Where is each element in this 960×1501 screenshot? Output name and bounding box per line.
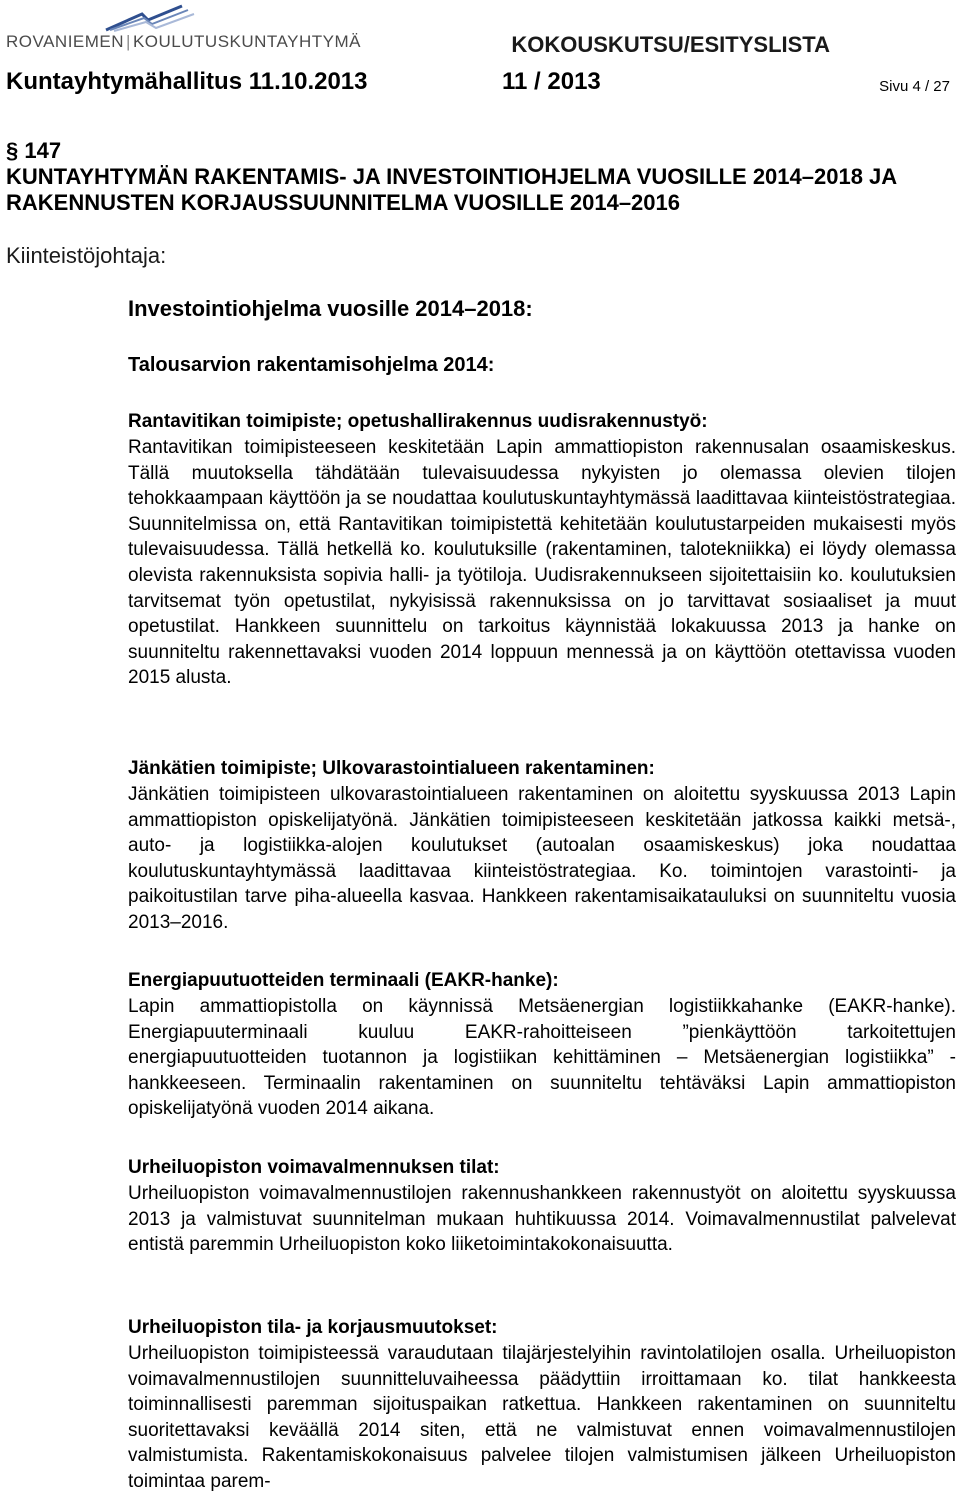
- block-sports-institute-repairs: [128, 1315, 956, 1495]
- block-title: Energiapuutuotteiden terminaali (EAKR-hanke):: [128, 970, 559, 991]
- block-rantavitikka: [128, 409, 956, 691]
- block-text: Urheiluopiston voimavalmennustilojen rakennushankkeen rakennustyöt on aloitettu syyskuussa 2013 ja valmistuvat suunnitelman mukaan huhtikuussa 2014. Voimavalmennustilat palvelevat entistä paremmin Urheiluopiston koko liiketoimintakokonaisuutta.: [128, 1183, 956, 1256]
- page-number: Sivu 4 / 27: [879, 78, 950, 95]
- block-jankatie: [128, 756, 956, 936]
- section-title-line2: RAKENNUSTEN KORJAUSSUUNNITELMA VUOSILLE 2014–2016: [6, 190, 680, 215]
- block-title: Urheiluopiston tila- ja korjausmuutokset:: [128, 1317, 498, 1338]
- logo-divider: |: [126, 32, 131, 51]
- block-title: Urheiluopiston voimavalmennuksen tilat:: [128, 1157, 500, 1178]
- section-title-line1: KUNTAYHTYMÄN RAKENTAMIS- JA INVESTOINTIOHJELMA VUOSILLE 2014–2018 JA: [6, 164, 898, 189]
- block-text: Jänkätien toimipisteen ulkovarastointialueen rakentaminen on aloitettu syyskuussa 2013 Lapin ammattiopiston opiskelijatyönä. Jänkätien toimipisteeseen keskitetään jatkossa kaikki metsä-, auto- ja logistiikka-alojen koulutukset (autoalan osaamiskeskus) joka noudattaa koulutuskuntayhtymässä laadittavaa kiinteistöstrategiaa. Ko. toimintojen varastointi- ja paikoitustilan tarve piha-alueella kasvaa. Hankkeen rakentamisaikatauluksi on suunniteltu vuosia 2013–2016.: [128, 784, 956, 933]
- section-header: [6, 138, 956, 216]
- block-text: Lapin ammattiopistolla on käynnissä Metsäenergian logistiikkahanke (EAKR-hanke). Energiapuuterminaali kuuluu EAKR-rahoitteiseen ”pienkäyttöön tarkoitettujen energiapuutuotteiden tuotannon ja logistiikan kehittäminen – Metsäenergian logistiikka” -hankkeeseen. Terminaalin rakentaminen on suunniteltu tehtäväksi Lapin ammattiopiston opiskelijatyönä vuoden 2014 aikana.: [128, 996, 956, 1120]
- block-text: Urheiluopiston toimipisteessä varaudutaan tilajärjestelyihin ravintolatilojen osalla. Urheiluopiston voimavalmennustilojen suunnitteluvaiheessa päädyttiin irroittamaan ko. tilat hankkeesta toiminnallisesti paremman sijoituspaikan ratkettua. Hankkeen rakentaminen on suunniteltu suoritettavaksi keväällä 2014 siten, että ne valmistuvat ennen voimavalmennustilojen valmistumista. Rakentamiskokonaisuus palvelee tilojen valmistumisen jälkeen Urheiluopiston toimintaa parem-: [128, 1343, 956, 1492]
- heading-investment-program: [128, 296, 956, 322]
- logo-swoosh-icon: [102, 4, 202, 34]
- organization-logo: [6, 4, 406, 62]
- meeting-number: 11 / 2013: [502, 68, 601, 95]
- meeting-header: [6, 68, 950, 100]
- meeting-name: Kuntayhtymähallitus 11.10.2013: [6, 68, 368, 95]
- logo-text-right: KOULUTUSKUNTAYHTYMÄ: [132, 32, 361, 51]
- section-number-value: 147: [24, 138, 62, 163]
- block-text: Rantavitikan toimipisteeseen keskitetään Lapin ammattiopiston rakennusalan osaamiskeskus. Tällä muutoksella tähdätään tulevaisuudessa nykyisten jo olemassa olevien tilojen tehokkaampaan käyttöön ja se noudattaa koulutuskuntayhtymässä laadittavaa kiinteistöstrategiaa. Suunnitelmissa on, että Rantavitikan toimipistettä kehitetään koulutustarpeiden mukaisesti myös tulevaisuudessa. Tällä hetkellä ko. koulutuksille (rakentaminen, talotekniikka) ei löydy olemassa olevista rakennuksista sopivia halli- ja työtiloja. Uudisrakennukseen sijoitettaisiin ko. koulutuksien tarvitsemat työn opetustilat, nykyisissä rakennuksissa on jo tarvittavat sosiaaliset ja muut opetustilat. Hankkeen suunnittelu on tarkoitus käynnistää lokakuussa 2013 ja hanke on suunniteltu rakennettavaksi vuoden 2014 loppuun mennessä ja on käyttöön otettavissa vuoden 2015 alusta.: [128, 437, 956, 689]
- heading-investment-program-text: Investointiohjelma vuosille 2014–2018:: [128, 296, 533, 321]
- heading-budget-program: [128, 354, 956, 377]
- presenter-role: Kiinteistöjohtaja:: [6, 243, 167, 268]
- logo-wordmark: [6, 32, 361, 52]
- block-title: Rantavitikan toimipiste; opetushallirakennus uudisrakennustyö:: [128, 411, 708, 432]
- block-title: Jänkätien toimipiste; Ulkovarastointialueen rakentaminen:: [128, 758, 655, 779]
- logo-text-left: ROVANIEMEN: [6, 32, 125, 51]
- document-type: KOKOUSKUTSU/ESITYSLISTA: [511, 32, 830, 57]
- section-number: § 147: [6, 138, 62, 163]
- block-strength-training: [128, 1155, 956, 1258]
- block-energy-terminal: [128, 968, 956, 1122]
- heading-budget-program-text: Talousarvion rakentamisohjelma 2014:: [128, 354, 495, 376]
